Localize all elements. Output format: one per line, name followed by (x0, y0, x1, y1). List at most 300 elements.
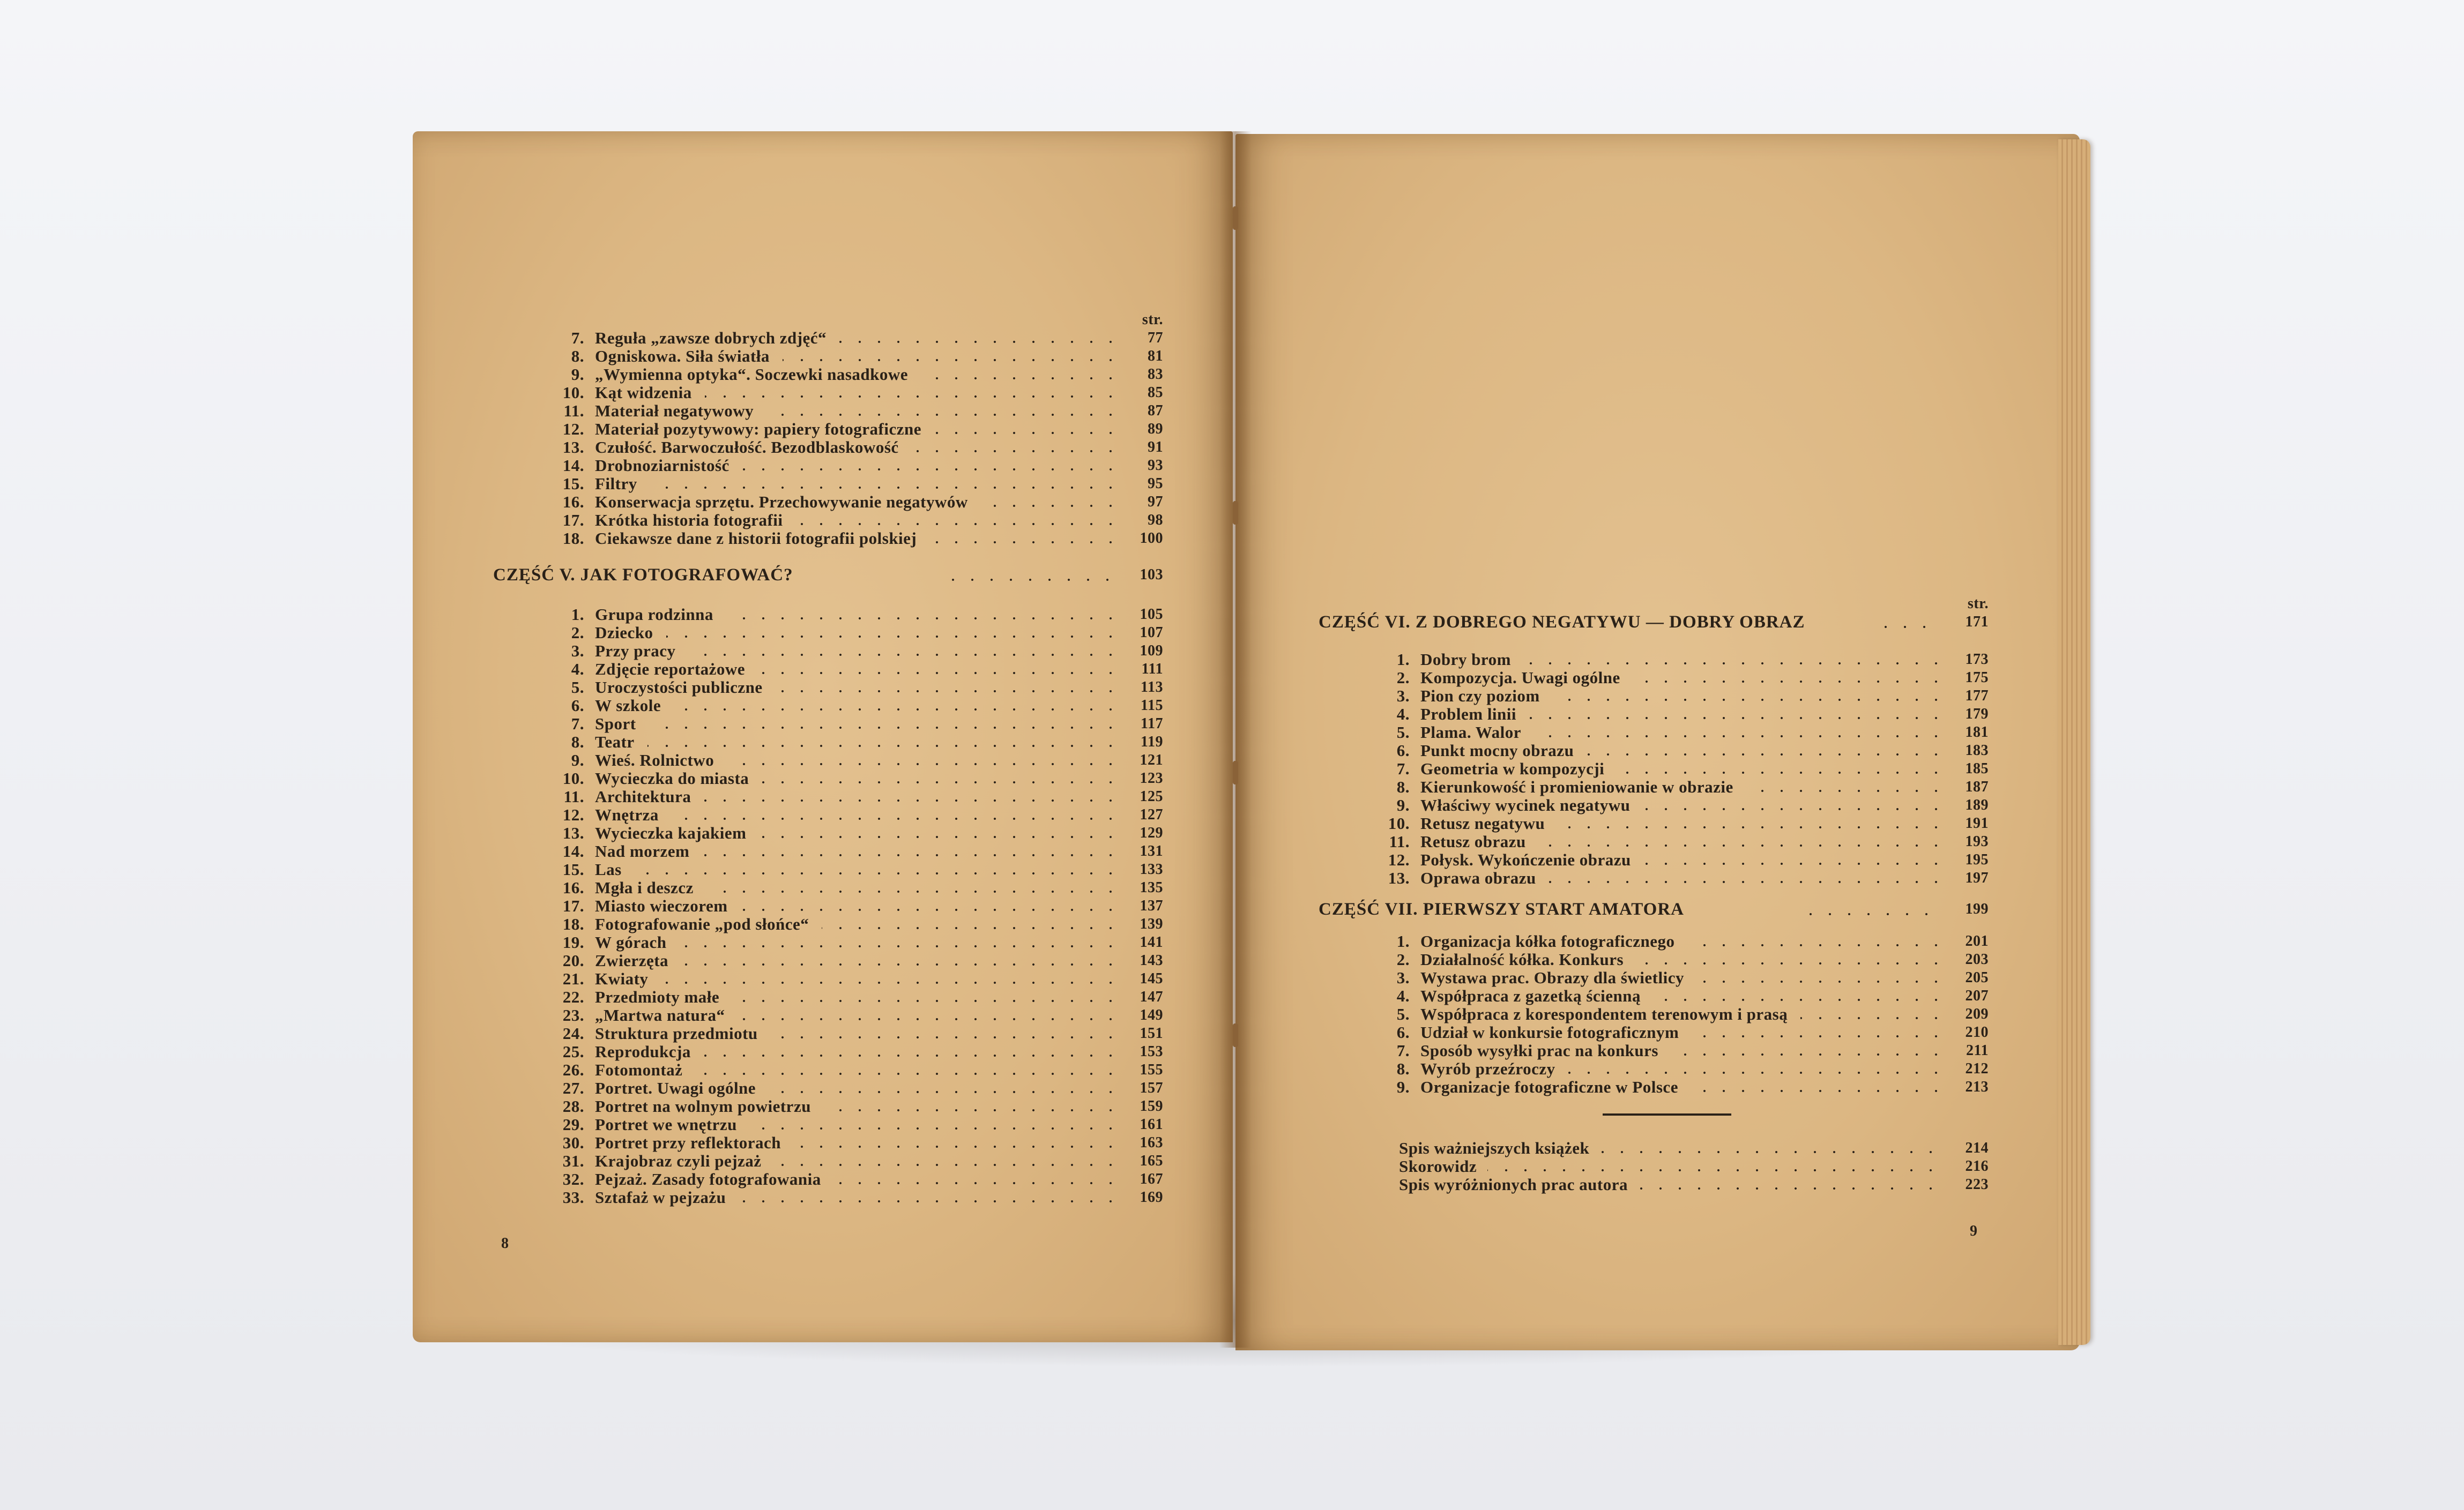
entry-page: 223 (1965, 1176, 1989, 1193)
toc-entry (493, 933, 1163, 952)
entry-title: Współpraca z gazetką ścienną (1420, 986, 1641, 1005)
entry-title: Oprawa obrazu (1420, 869, 1536, 887)
entry-page: 212 (1965, 1060, 1989, 1077)
leader-dots (750, 1127, 1120, 1130)
entry-title: Portret przy reflektorach (595, 1133, 781, 1152)
toc-entry (1319, 1023, 1989, 1042)
leader-dots (824, 1109, 1120, 1111)
entry-number: 2. (1396, 668, 1410, 687)
entry-number: 15. (562, 474, 584, 493)
entry-title: Wycieczka kajakiem (595, 824, 747, 842)
entry-page: 121 (1140, 752, 1163, 768)
toc-entry (1319, 969, 1989, 987)
leader-dots (1746, 790, 1946, 792)
toc-entry (493, 493, 1163, 511)
toc-entry (1319, 796, 1989, 814)
entry-number: 3. (1396, 686, 1410, 705)
entry-number: 11. (1389, 832, 1410, 851)
entry-page: 209 (1965, 1006, 1989, 1022)
entry-number: 22. (562, 988, 584, 1006)
entry-number: 17. (562, 896, 584, 915)
entry-number: 3. (1396, 968, 1410, 987)
entry-number: 9. (1396, 1078, 1410, 1096)
entry-page: 107 (1140, 624, 1163, 641)
leader-dots (705, 395, 1120, 398)
entry-number: 7. (571, 328, 584, 347)
entry-number: 23. (562, 1006, 584, 1025)
leader-dots (1697, 981, 1946, 983)
entry-page: 93 (1148, 457, 1163, 474)
entry-number: 6. (571, 696, 584, 715)
entry-number: 10. (562, 383, 584, 402)
entry-title: Reguła „zawsze dobrych zdjęć“ (595, 328, 827, 347)
entry-title: Portret. Uwagi ogólne (595, 1079, 756, 1097)
entry-title: Portret na wolnym powietrzu (595, 1097, 811, 1116)
entry-number: 3. (571, 641, 584, 660)
entry-title: Mgła i deszcz (595, 878, 694, 897)
toc-list (1319, 651, 1989, 887)
entry-page: 119 (1141, 734, 1163, 750)
entry-title: Konserwacja sprzętu. Przechowywanie negatywów (595, 492, 968, 511)
leader-dots (758, 672, 1120, 674)
entry-number: 9. (571, 365, 584, 384)
entry-title: Miasto wieczorem (595, 896, 728, 915)
toc-left (493, 311, 1163, 1207)
leader-dots (1539, 844, 1946, 847)
leader-dots (766, 414, 1120, 416)
leader-dots (726, 617, 1120, 619)
entry-page: 141 (1140, 934, 1163, 951)
entry-number: 11. (563, 401, 584, 420)
toc-entry (493, 1170, 1163, 1188)
binding-stitch (1233, 501, 1238, 525)
leader-dots (943, 579, 1115, 581)
entry-page: 95 (1148, 475, 1163, 492)
toc-entry (493, 511, 1163, 529)
entry-title: Sport (595, 714, 636, 733)
entry-page: 205 (1965, 969, 1989, 986)
toc-entry (1319, 951, 1989, 969)
entry-page: 77 (1148, 330, 1163, 346)
leader-dots (741, 909, 1120, 911)
entry-title: Przedmioty małe (595, 988, 720, 1006)
entry-number: 5. (1396, 1005, 1410, 1023)
part-page: 199 (1965, 901, 1989, 917)
entry-page: 203 (1965, 951, 1989, 968)
entry-number: 1. (571, 605, 584, 624)
toc-entry (493, 529, 1163, 548)
leader-dots (1633, 681, 1946, 683)
leader-dots (1636, 962, 1946, 965)
toc-entry (493, 1079, 1163, 1097)
toc-entry (493, 1097, 1163, 1116)
entry-number: 29. (562, 1115, 584, 1134)
toc-entry (493, 606, 1163, 624)
entry-page: 165 (1140, 1153, 1163, 1169)
entry-title: Krajobraz czyli pejzaż (595, 1152, 762, 1170)
entry-number: 2. (571, 623, 584, 642)
entry-number: 1. (1396, 650, 1410, 669)
toc-entry (493, 475, 1163, 493)
leader-dots (1524, 662, 1946, 664)
leader-dots (981, 505, 1120, 507)
entry-title: Retusz negatywu (1420, 814, 1545, 833)
entry-page: 216 (1965, 1158, 1989, 1175)
entry-number: 8. (1396, 778, 1410, 796)
folio-right: 9 (1970, 1223, 1977, 1239)
entry-page: 163 (1140, 1134, 1163, 1151)
entry-page: 159 (1140, 1098, 1163, 1115)
toc-entry (493, 384, 1163, 402)
leader-dots (912, 450, 1120, 452)
entry-page: 100 (1140, 530, 1163, 547)
toc-entry (493, 970, 1163, 988)
toc-entry (493, 1061, 1163, 1079)
entry-number: 31. (562, 1152, 584, 1170)
entry-title: Wystawa prac. Obrazy dla świetlicy (1420, 968, 1684, 987)
entry-number: 8. (571, 732, 584, 751)
book-gutter (1219, 131, 1252, 1348)
entry-page: 115 (1141, 697, 1163, 714)
entry-page: 145 (1140, 970, 1163, 987)
entry-title: Las (595, 860, 622, 879)
entry-page: 214 (1965, 1140, 1989, 1156)
entry-title: Ciekawsze dane z historii fotografii polskiej (595, 529, 917, 548)
toc-entry (493, 1152, 1163, 1170)
entry-title: Fotografowanie „pod słońce“ (595, 915, 809, 933)
entry-number: 13. (1388, 869, 1410, 887)
leader-dots (1691, 1090, 1946, 1092)
entry-page: 111 (1141, 661, 1163, 677)
entry-title: Problem linii (1420, 705, 1517, 723)
toc-entry (1319, 851, 1989, 869)
binding-stitch (1233, 206, 1238, 230)
leader-dots (1558, 826, 1946, 828)
toc-entry (493, 897, 1163, 915)
entry-page: 149 (1140, 1007, 1163, 1023)
entry-page: 85 (1148, 384, 1163, 401)
leader-dots (1643, 808, 1946, 810)
entry-title: Filtry (595, 474, 637, 493)
entry-number: 7. (571, 714, 584, 733)
entry-number: 25. (562, 1042, 584, 1061)
entry-number: 28. (562, 1097, 584, 1116)
entry-number: 14. (562, 456, 584, 475)
entry-page: 151 (1140, 1025, 1163, 1042)
divider-rule (1603, 1113, 1731, 1116)
toc-entry (1319, 705, 1989, 723)
entry-number: 18. (562, 529, 584, 548)
entry-page: 183 (1965, 742, 1989, 759)
entry-title: Kąt widzenia (595, 383, 692, 402)
page-column-label: str. (1967, 595, 1989, 612)
entry-number: 12. (1388, 850, 1410, 869)
entry-title: Spis ważniejszych książek (1399, 1139, 1590, 1157)
toc-entry (1319, 1078, 1989, 1096)
toc-right (1319, 595, 1989, 1194)
leader-dots (1876, 626, 1940, 628)
entry-title: „Wymienna optyka“. Soczewki nasadkowe (595, 365, 909, 384)
entry-page: 89 (1148, 421, 1163, 437)
entry-number: 24. (562, 1024, 584, 1043)
entry-page: 133 (1140, 861, 1163, 878)
entry-title: Grupa rodzinna (595, 605, 713, 624)
toc-entry (493, 1043, 1163, 1061)
entry-title: W górach (595, 933, 667, 952)
toc-entry (1319, 814, 1989, 833)
entry-title: Ogniskowa. Siła światła (595, 347, 770, 365)
entry-page: 143 (1140, 952, 1163, 969)
entry-title: Właściwy wycinek negatywu (1420, 796, 1631, 814)
toc-entry (1319, 778, 1989, 796)
entry-page: 129 (1140, 825, 1163, 841)
toc-entry (493, 788, 1163, 806)
entry-title: Dobry brom (1420, 650, 1511, 669)
part-heading (1319, 613, 1989, 634)
entry-title: Wyrób przeźroczy (1420, 1059, 1555, 1078)
entry-page: 81 (1148, 348, 1163, 364)
entry-number: 17. (562, 511, 584, 529)
entry-title: „Martwa natura“ (595, 1006, 725, 1025)
leader-dots (1600, 1151, 1940, 1153)
leader-dots (822, 927, 1120, 929)
toc-entry (493, 733, 1163, 751)
toc-entry (1319, 742, 1989, 760)
toc-entry (493, 842, 1163, 861)
entry-title: Architektura (595, 787, 691, 806)
entry-page: 210 (1965, 1024, 1989, 1041)
entry-number: 21. (562, 969, 584, 988)
entry-number: 10. (1388, 814, 1410, 833)
entry-number: 16. (562, 878, 584, 897)
entry-title: Organizacje fotograficzne w Polsce (1420, 1078, 1678, 1096)
entry-number: 33. (562, 1188, 584, 1207)
entry-page: 161 (1140, 1116, 1163, 1133)
part-title: CZĘŚĆ VI. Z DOBREGO NEGATYWU — DOBRY OBRAZ (1319, 612, 1805, 632)
entry-title: Nad morzem (595, 842, 690, 861)
entry-page: 109 (1140, 642, 1163, 659)
entry-page: 127 (1140, 806, 1163, 823)
entry-title: Uroczystości publiczne (595, 678, 763, 697)
entry-title: Plama. Walor (1420, 723, 1521, 742)
entry-page: 135 (1140, 879, 1163, 896)
entry-title: Zwierzęta (595, 951, 669, 970)
entry-page: 125 (1140, 788, 1163, 805)
entry-title: Połysk. Wykończenie obrazu (1420, 850, 1631, 869)
entry-title: Struktura przedmiotu (595, 1024, 758, 1043)
entry-number: 6. (1396, 1023, 1410, 1042)
leader-dots (647, 745, 1120, 747)
toc-entry (493, 624, 1163, 642)
leader-dots (1801, 913, 1940, 915)
leader-dots (929, 541, 1120, 543)
part-heading (493, 566, 1163, 587)
entry-title: Skorowidz (1399, 1157, 1477, 1176)
entry-number: 20. (562, 951, 584, 970)
entry-number: 19. (562, 933, 584, 952)
entry-number: 7. (1396, 759, 1410, 778)
entry-title: Krótka historia fotografii (595, 511, 783, 529)
entry-number: 4. (1396, 986, 1410, 1005)
toc-entry (1319, 833, 1989, 851)
toc-entry (493, 365, 1163, 384)
leader-dots (649, 727, 1120, 729)
leader-dots (775, 1164, 1120, 1166)
leader-dots (695, 1073, 1120, 1075)
leader-dots (1549, 881, 1946, 883)
binding-stitch (1233, 761, 1238, 784)
toc-entry (1319, 869, 1989, 887)
entry-page: 83 (1148, 366, 1163, 383)
entry-number: 8. (571, 347, 584, 365)
toc-entry (1319, 760, 1989, 778)
entry-title: Materiał negatywowy (595, 401, 754, 420)
entry-number: 4. (571, 660, 584, 678)
entry-number: 27. (562, 1079, 584, 1097)
leader-dots (1617, 772, 1946, 774)
toc-entry (493, 329, 1163, 347)
entry-page: 177 (1965, 687, 1989, 704)
part-page: 171 (1965, 614, 1989, 630)
entry-page: 139 (1140, 916, 1163, 932)
leader-dots (688, 654, 1120, 656)
entry-title: Kompozycja. Uwagi ogólne (1420, 668, 1620, 687)
toc-entry (493, 697, 1163, 715)
leader-dots (738, 1018, 1120, 1020)
page-column-label: str. (1142, 311, 1163, 328)
entry-title: Pion czy poziom (1420, 686, 1540, 705)
toc-entry (1319, 669, 1989, 687)
entry-page: 191 (1965, 815, 1989, 832)
entry-title: Współpraca z korespondentem terenowym i prasą (1420, 1005, 1788, 1023)
entry-number: 1. (1396, 932, 1410, 951)
leader-dots (1692, 1035, 1946, 1037)
entry-page: 179 (1965, 706, 1989, 722)
toc-entry (493, 457, 1163, 475)
entry-page: 131 (1140, 843, 1163, 859)
entry-page: 193 (1965, 833, 1989, 850)
toc-entry (1319, 987, 1989, 1005)
toc-list (493, 606, 1163, 1207)
entry-number: 8. (1396, 1059, 1410, 1078)
entry-title: Sztafaż w pejzażu (595, 1188, 726, 1207)
leader-dots (934, 432, 1120, 434)
entry-title: Pejzaż. Zasady fotografowania (595, 1170, 821, 1188)
leader-dots (760, 836, 1120, 838)
entry-page: 169 (1140, 1189, 1163, 1206)
entry-title: Działalność kółka. Konkurs (1420, 950, 1624, 969)
entry-number: 14. (562, 842, 584, 861)
leader-dots (1654, 999, 1946, 1001)
leader-dots (1688, 944, 1946, 946)
entry-page: 98 (1148, 512, 1163, 528)
toc-entry (493, 751, 1163, 769)
part-heading (1319, 900, 1989, 922)
leader-dots (666, 636, 1120, 638)
leader-dots (1529, 717, 1946, 719)
entry-number: 6. (1396, 741, 1410, 760)
leader-dots (796, 523, 1120, 525)
toc-entry (1319, 1157, 1989, 1176)
entry-title: Geometria w kompozycji (1420, 759, 1605, 778)
toc-entry (1319, 1005, 1989, 1023)
leader-dots (672, 818, 1120, 820)
leader-dots (834, 1182, 1120, 1184)
binding-stitch (1233, 1023, 1238, 1047)
entry-title: W szkole (595, 696, 661, 715)
leader-dots (783, 359, 1120, 361)
entry-title: Wieś. Rolnictwo (595, 751, 714, 769)
leader-dots (727, 763, 1120, 765)
entry-page: 167 (1140, 1171, 1163, 1187)
toc-entry (493, 678, 1163, 697)
toc-list (1319, 932, 1989, 1096)
entry-page: 207 (1965, 988, 1989, 1004)
leader-dots (769, 1091, 1120, 1093)
toc-entry (493, 1116, 1163, 1134)
entry-number: 5. (571, 678, 584, 697)
toc-entry (493, 952, 1163, 970)
leader-dots (776, 690, 1120, 692)
leader-dots (771, 1036, 1120, 1038)
entry-page: 87 (1148, 402, 1163, 419)
toc-entry (1319, 723, 1989, 742)
leader-dots (1800, 1017, 1946, 1019)
entry-page: 137 (1140, 898, 1163, 914)
entry-title: Drobnoziarnistość (595, 456, 729, 475)
leader-dots (674, 708, 1120, 711)
leader-dots (650, 487, 1120, 489)
leader-dots (921, 377, 1120, 379)
entry-title: Przy pracy (595, 641, 676, 660)
entry-number: 18. (562, 915, 584, 933)
toc-entry (1319, 687, 1989, 705)
entry-title: Wnętrza (595, 805, 659, 824)
entry-title: Fotomontaż (595, 1060, 683, 1079)
toc-entry (493, 915, 1163, 933)
entry-page: 189 (1965, 797, 1989, 813)
entry-number: 12. (562, 805, 584, 824)
leader-dots (1534, 735, 1946, 737)
entry-number: 26. (562, 1060, 584, 1079)
entry-title: Retusz obrazu (1420, 832, 1526, 851)
entry-page: 195 (1965, 851, 1989, 868)
entry-number: 13. (562, 824, 584, 842)
entry-number: 32. (562, 1170, 584, 1188)
toc-entry (493, 1134, 1163, 1152)
toc-entry (493, 1025, 1163, 1043)
leader-dots (739, 1200, 1120, 1202)
entry-title: Czułość. Barwoczułość. Bezodblaskowość (595, 438, 899, 457)
entry-title: Wycieczka do miasta (595, 769, 749, 788)
toc-entry (493, 715, 1163, 733)
entry-page: 157 (1140, 1080, 1163, 1096)
toc-entry (493, 1188, 1163, 1207)
leader-dots (635, 872, 1120, 874)
leader-dots (704, 799, 1120, 802)
page-edges (2058, 139, 2090, 1345)
entry-page: 197 (1965, 870, 1989, 886)
entry-page: 123 (1140, 770, 1163, 787)
entry-title: Udział w konkursie fotograficznym (1420, 1023, 1679, 1042)
entry-page: 155 (1140, 1062, 1163, 1078)
toc-entry (493, 879, 1163, 897)
leader-dots (742, 468, 1120, 470)
leader-dots (1644, 863, 1946, 865)
leader-dots (1671, 1053, 1946, 1056)
leader-dots (1639, 1187, 1940, 1190)
toc-entry (493, 438, 1163, 457)
